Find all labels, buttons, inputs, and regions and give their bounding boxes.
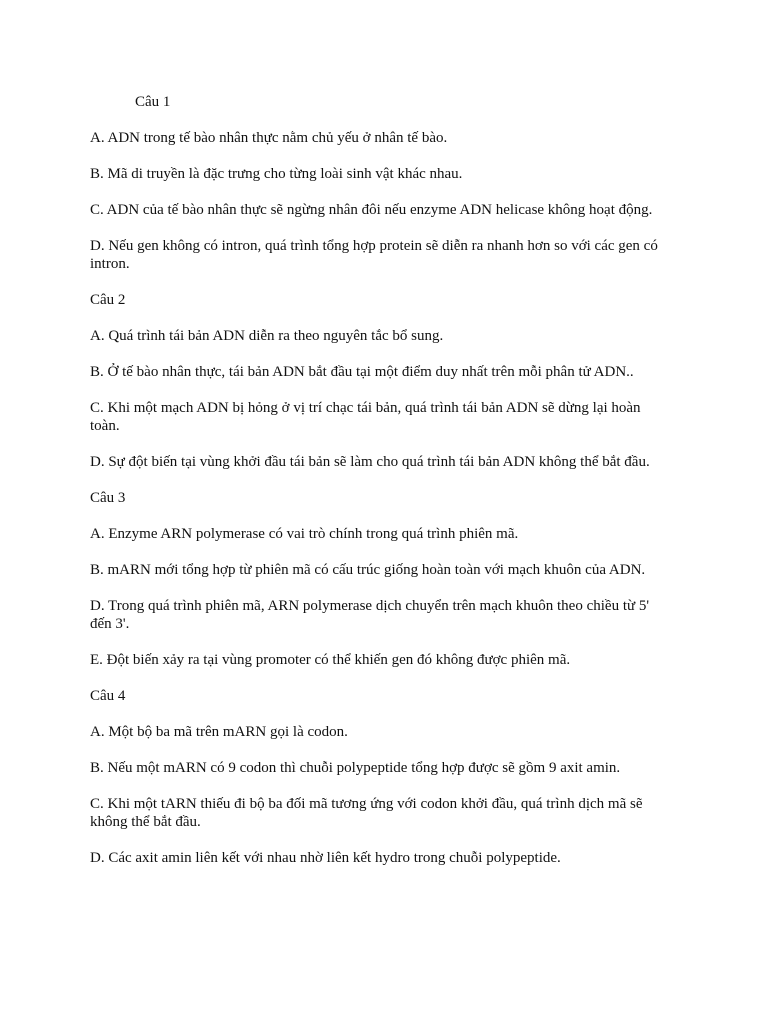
question-1-option-d: D. Nếu gen không có intron, quá trình tổng hợp protein sẽ diễn ra nhanh hơn so với các gen có intron. [90, 238, 658, 272]
question-2-title: Câu 2 [90, 292, 126, 308]
question-4-title: Câu 4 [90, 688, 126, 704]
question-3-option-e: E. Đột biến xảy ra tại vùng promoter có thể khiến gen đó không được phiên mã. [90, 652, 571, 668]
question-2-option-c: C. Khi một mạch ADN bị hỏng ở vị trí chạc tái bản, quá trình tái bản ADN sẽ dừng lại hoàn toàn. [90, 400, 641, 434]
question-4-option-c: C. Khi một tARN thiếu đi bộ ba đối mã tương ứng với codon khởi đầu, quá trình dịch mã sẽ không thể bắt đầu. [90, 796, 643, 830]
question-1-option-b: B. Mã di truyền là đặc trưng cho từng loài sinh vật khác nhau. [90, 166, 463, 182]
question-4-option-d: D. Các axit amin liên kết với nhau nhờ liên kết hydro trong chuỗi polypeptide. [90, 850, 561, 866]
question-3-title: Câu 3 [90, 490, 126, 506]
question-2-option-d: D. Sự đột biến tại vùng khởi đầu tái bản sẽ làm cho quá trình tái bản ADN không thể bắt đầu. [90, 454, 650, 470]
question-3-option-b: B. mARN mới tổng hợp từ phiên mã có cấu trúc giống hoàn toàn với mạch khuôn của ADN. [90, 562, 646, 578]
question-4-option-b: B. Nếu một mARN có 9 codon thì chuỗi polypeptide tổng hợp được sẽ gồm 9 axit amin. [90, 760, 621, 776]
question-1-option-c: C. ADN của tế bào nhân thực sẽ ngừng nhân đôi nếu enzyme ADN helicase không hoạt động. [90, 202, 653, 218]
document-page [90, 93, 670, 885]
question-2-option-a: A. Quá trình tái bản ADN diễn ra theo nguyên tắc bổ sung. [90, 328, 444, 344]
question-3-option-d: D. Trong quá trình phiên mã, ARN polymerase dịch chuyển trên mạch khuôn theo chiều từ 5' đến 3'. [90, 598, 650, 632]
question-1-option-a: A. ADN trong tế bào nhân thực nằm chủ yếu ở nhân tế bào. [90, 130, 448, 146]
question-1-title: Câu 1 [135, 94, 171, 110]
question-3-option-a: A. Enzyme ARN polymerase có vai trò chính trong quá trình phiên mã. [90, 526, 519, 542]
question-4-option-a: A. Một bộ ba mã trên mARN gọi là codon. [90, 724, 348, 740]
question-2-option-b: B. Ở tế bào nhân thực, tái bản ADN bắt đầu tại một điểm duy nhất trên mỗi phân tử ADN.. [90, 364, 634, 380]
